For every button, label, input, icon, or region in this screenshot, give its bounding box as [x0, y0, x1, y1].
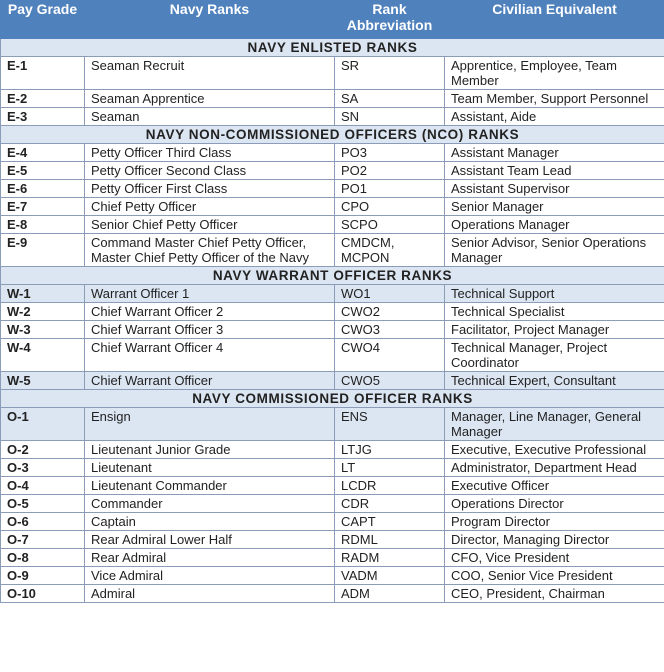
abbr-cell: CAPT	[335, 513, 445, 531]
pay-grade-cell: E-2	[1, 90, 85, 108]
pay-grade-cell: O-7	[1, 531, 85, 549]
civilian-cell: Director, Managing Director	[445, 531, 664, 549]
rank-cell: Warrant Officer 1	[85, 285, 335, 303]
abbr-cell: ENS	[335, 408, 445, 441]
header-navy-ranks: Navy Ranks	[85, 1, 335, 39]
table-row	[1, 459, 664, 477]
section-nco	[1, 126, 664, 144]
header-civilian-equivalent: Civilian Equivalent	[445, 1, 664, 39]
civilian-cell: Executive, Executive Professional	[445, 441, 664, 459]
pay-grade-cell: O-3	[1, 459, 85, 477]
abbr-cell: CMDCM, MCPON	[335, 234, 445, 267]
pay-grade-cell: E-6	[1, 180, 85, 198]
civilian-cell: Technical Expert, Consultant	[445, 372, 664, 390]
civilian-cell: Senior Manager	[445, 198, 664, 216]
civilian-cell: Administrator, Department Head	[445, 459, 664, 477]
table-row	[1, 57, 664, 90]
pay-grade-cell: O-2	[1, 441, 85, 459]
civilian-cell: Technical Support	[445, 285, 664, 303]
pay-grade-cell: E-7	[1, 198, 85, 216]
rank-cell: Chief Warrant Officer 3	[85, 321, 335, 339]
rank-cell: Rear Admiral	[85, 549, 335, 567]
rank-cell: Lieutenant	[85, 459, 335, 477]
rank-cell: Ensign	[85, 408, 335, 441]
table-row	[1, 216, 664, 234]
section-commissioned	[1, 390, 664, 408]
header-row	[1, 1, 664, 39]
table-row	[1, 90, 664, 108]
header-rank-abbreviation: Rank Abbreviation	[335, 1, 445, 39]
abbr-cell: CPO	[335, 198, 445, 216]
rank-cell: Seaman	[85, 108, 335, 126]
pay-grade-cell: W-5	[1, 372, 85, 390]
abbr-cell: CWO3	[335, 321, 445, 339]
pay-grade-cell: W-2	[1, 303, 85, 321]
pay-grade-cell: O-5	[1, 495, 85, 513]
civilian-cell: Senior Advisor, Senior Operations Manager	[445, 234, 664, 267]
rank-cell: Seaman Recruit	[85, 57, 335, 90]
pay-grade-cell: O-4	[1, 477, 85, 495]
pay-grade-cell: E-9	[1, 234, 85, 267]
abbr-cell: SR	[335, 57, 445, 90]
abbr-cell: CWO4	[335, 339, 445, 372]
abbr-cell: PO3	[335, 144, 445, 162]
table-row	[1, 234, 664, 267]
rank-cell: Lieutenant Commander	[85, 477, 335, 495]
rank-cell: Chief Warrant Officer	[85, 372, 335, 390]
abbr-cell: LT	[335, 459, 445, 477]
rank-cell: Petty Officer Third Class	[85, 144, 335, 162]
civilian-cell: Technical Specialist	[445, 303, 664, 321]
rank-cell: Commander	[85, 495, 335, 513]
table-row	[1, 567, 664, 585]
civilian-cell: Assistant Manager	[445, 144, 664, 162]
abbr-cell: RADM	[335, 549, 445, 567]
civilian-cell: Facilitator, Project Manager	[445, 321, 664, 339]
table-row	[1, 372, 664, 390]
table-row	[1, 198, 664, 216]
pay-grade-cell: O-1	[1, 408, 85, 441]
table-row	[1, 144, 664, 162]
table-row	[1, 162, 664, 180]
rank-cell: Rear Admiral Lower Half	[85, 531, 335, 549]
abbr-cell: SA	[335, 90, 445, 108]
abbr-cell: SCPO	[335, 216, 445, 234]
civilian-cell: Executive Officer	[445, 477, 664, 495]
civilian-cell: Team Member, Support Personnel	[445, 90, 664, 108]
section-title: NAVY NON-COMMISSIONED OFFICERS (NCO) RANKS	[1, 126, 664, 144]
civilian-cell: CEO, President, Chairman	[445, 585, 664, 603]
pay-grade-cell: W-4	[1, 339, 85, 372]
section-title: NAVY ENLISTED RANKS	[1, 39, 664, 57]
table-row	[1, 531, 664, 549]
civilian-cell: Operations Director	[445, 495, 664, 513]
rank-cell: Admiral	[85, 585, 335, 603]
pay-grade-cell: O-9	[1, 567, 85, 585]
table-row	[1, 180, 664, 198]
rank-cell: Chief Warrant Officer 4	[85, 339, 335, 372]
table-row	[1, 285, 664, 303]
abbr-cell: CWO2	[335, 303, 445, 321]
pay-grade-cell: O-8	[1, 549, 85, 567]
table-row	[1, 495, 664, 513]
table-row	[1, 477, 664, 495]
rank-cell: Vice Admiral	[85, 567, 335, 585]
header-pay-grade: Pay Grade	[1, 1, 85, 39]
section-title: NAVY COMMISSIONED OFFICER RANKS	[1, 390, 664, 408]
abbr-cell: ADM	[335, 585, 445, 603]
abbr-cell: VADM	[335, 567, 445, 585]
table-row	[1, 321, 664, 339]
rank-cell: Captain	[85, 513, 335, 531]
abbr-cell: RDML	[335, 531, 445, 549]
pay-grade-cell: O-6	[1, 513, 85, 531]
abbr-cell: LCDR	[335, 477, 445, 495]
pay-grade-cell: E-1	[1, 57, 85, 90]
rank-cell: Chief Petty Officer	[85, 198, 335, 216]
rank-cell: Petty Officer Second Class	[85, 162, 335, 180]
abbr-cell: PO1	[335, 180, 445, 198]
table-row	[1, 513, 664, 531]
civilian-cell: Manager, Line Manager, General Manager	[445, 408, 664, 441]
rank-cell: Petty Officer First Class	[85, 180, 335, 198]
rank-cell: Command Master Chief Petty Officer, Master Chief Petty Officer of the Navy	[85, 234, 335, 267]
table-row	[1, 108, 664, 126]
pay-grade-cell: E-4	[1, 144, 85, 162]
civilian-cell: Program Director	[445, 513, 664, 531]
table-row	[1, 408, 664, 441]
table-row	[1, 585, 664, 603]
rank-cell: Lieutenant Junior Grade	[85, 441, 335, 459]
civilian-cell: Assistant Team Lead	[445, 162, 664, 180]
abbr-cell: PO2	[335, 162, 445, 180]
abbr-cell: CWO5	[335, 372, 445, 390]
table-row	[1, 549, 664, 567]
abbr-cell: CDR	[335, 495, 445, 513]
civilian-cell: CFO, Vice President	[445, 549, 664, 567]
pay-grade-cell: E-3	[1, 108, 85, 126]
civilian-cell: Assistant, Aide	[445, 108, 664, 126]
civilian-cell: Assistant Supervisor	[445, 180, 664, 198]
abbr-cell: SN	[335, 108, 445, 126]
pay-grade-cell: W-3	[1, 321, 85, 339]
pay-grade-cell: O-10	[1, 585, 85, 603]
pay-grade-cell: E-8	[1, 216, 85, 234]
rank-cell: Senior Chief Petty Officer	[85, 216, 335, 234]
civilian-cell: Apprentice, Employee, Team Member	[445, 57, 664, 90]
abbr-cell: WO1	[335, 285, 445, 303]
rank-cell: Seaman Apprentice	[85, 90, 335, 108]
table-row	[1, 339, 664, 372]
section-title: NAVY WARRANT OFFICER RANKS	[1, 267, 664, 285]
table-row	[1, 441, 664, 459]
civilian-cell: Technical Manager, Project Coordinator	[445, 339, 664, 372]
abbr-cell: LTJG	[335, 441, 445, 459]
pay-grade-cell: W-1	[1, 285, 85, 303]
rank-cell: Chief Warrant Officer 2	[85, 303, 335, 321]
pay-grade-cell: E-5	[1, 162, 85, 180]
table-row	[1, 303, 664, 321]
section-warrant	[1, 267, 664, 285]
civilian-cell: COO, Senior Vice President	[445, 567, 664, 585]
section-enlisted	[1, 39, 664, 57]
civilian-cell: Operations Manager	[445, 216, 664, 234]
